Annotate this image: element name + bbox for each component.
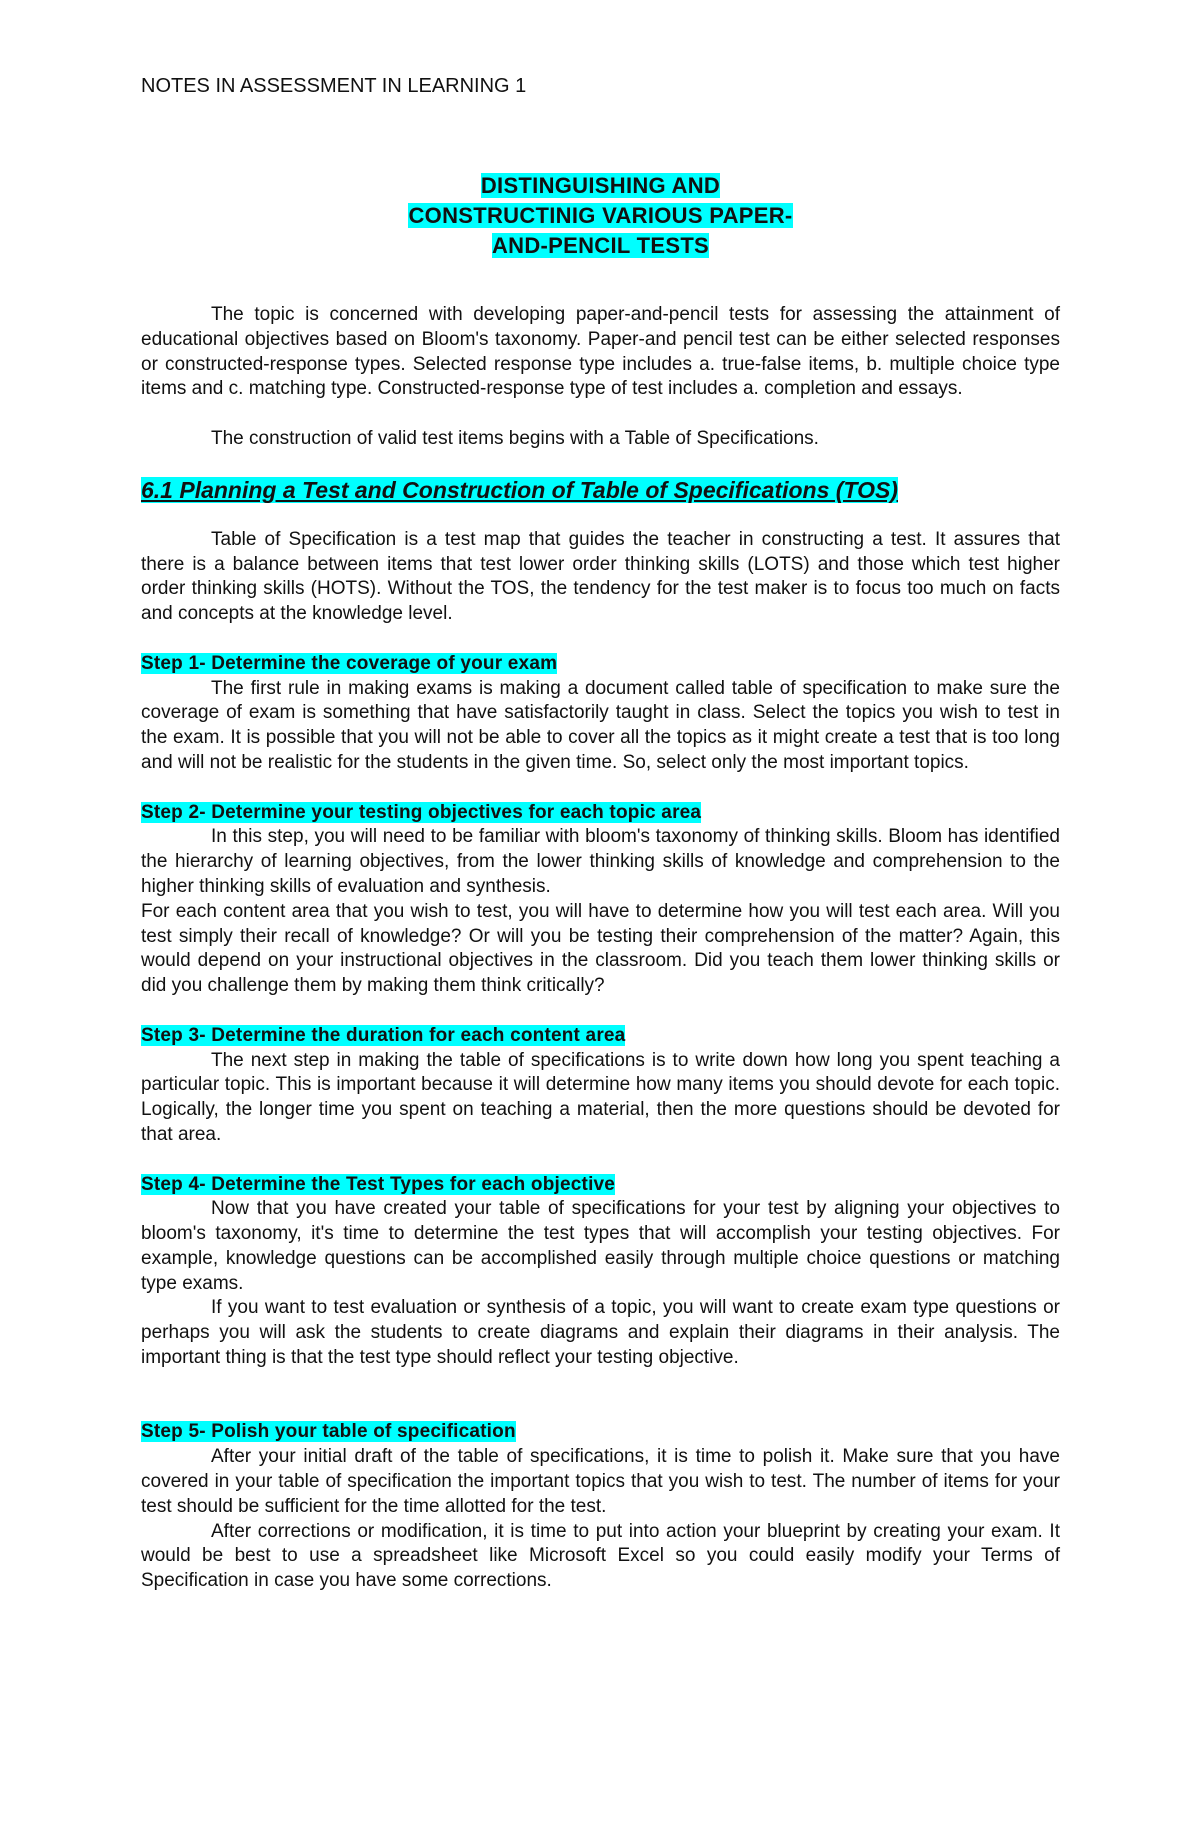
step-4-paragraph-1: Now that you have created your table of specifications for your test by aligning your objectives to bloom's taxonomy, it's time to determine the test types that will accomplish your testing objectives. For example, knowledge questions can be accomplished easily through multiple choice questions or matching type exams. (141, 1198, 1060, 1294)
intro-paragraph-2: The construction of valid test items begins with a Table of Specifications. (211, 427, 819, 449)
step-5-paragraph-2: After corrections or modification, it is time to put into action your blueprint by creating your exam. It would be best to use a spreadsheet like Microsoft Excel so you could easily modify your Terms of Specification in case you have some corrections. (141, 1520, 1060, 1592)
step-1-paragraph-1: The first rule in making exams is making a document called table of specification to make sure the coverage of exam is something that have satisfactorily taught in class. Select the topics you wish to test in the exam. It is possible that you will not be able to cover all the topics as it might create a test that is too long and will not be realistic for the students in the given time. So, select only the most important topics. (141, 677, 1060, 773)
title-line-2: CONSTRUCTINIG VARIOUS PAPER- (408, 203, 793, 228)
step-4-heading: Step 4- Determine the Test Types for each objective (141, 1173, 616, 1195)
title-line-1: DISTINGUISHING AND (480, 173, 721, 198)
step-2-heading: Step 2- Determine your testing objectives for each topic area (141, 801, 702, 823)
step-5-paragraph-1: After your initial draft of the table of specifications, it is time to polish it. Make sure that you have covered in your table of specification the important topics that you wish to test. The number of items for your test should be sufficient for the time allotted for the test. (141, 1446, 1060, 1517)
section-paragraph: Table of Specification is a test map that guides the teacher in constructing a test. It assures that there is a balance between items that test lower order thinking skills (LOTS) and those which test higher order thinking skills (HOTS). Without the TOS, the tendency for the test maker is to focus too much on facts and concepts at the knowledge level. (141, 528, 1060, 625)
step-2-paragraph-1: In this step, you will need to be familiar with bloom's taxonomy of thinking skills. Bloom has identified the hierarchy of learning objectives, from the lower thinking skills of knowledge and comprehension to the higher thinking skills of evaluation and synthesis. (141, 826, 1060, 897)
intro-paragraph-1: The topic is concerned with developing paper-and-pencil tests for assessing the attainment of educational objectives based on Bloom's taxonomy. Paper-and pencil test can be either selected responses or constructed-response types. Selected response type includes a. true-false items, b. multiple choice type items and c. matching type. Constructed-response type of test includes a. completion and essays. (141, 304, 1060, 400)
step-5-heading: Step 5- Polish your table of specification (141, 1421, 516, 1443)
title-line-3: AND-PENCIL TESTS (491, 233, 710, 258)
step-3-paragraph-1: The next step in making the table of specifications is to write down how long you spent teaching a particular topic. This is important because it will determine how many items you should devote for each topic. Logically, the longer time you spent on teaching a material, then the more questions should be devoted for that area. (141, 1049, 1060, 1145)
document-body (141, 303, 1060, 1594)
document-title (141, 171, 1060, 261)
running-header: NOTES IN ASSESSMENT IN LEARNING 1 (141, 75, 527, 97)
step-1-heading: Step 1- Determine the coverage of your exam (141, 652, 558, 674)
step-2-paragraph-2: For each content area that you wish to test, you will have to determine how you will test each area. Will you test simply their recall of knowledge? Or will you be testing their comprehension of the matter? Again, this would depend on your instructional objectives in the classroom. Did you teach them lower thinking skills or did you challenge them by making them think critically? (141, 900, 1060, 997)
step-4-paragraph-2: If you want to test evaluation or synthesis of a topic, you will want to create exam type questions or perhaps you will ask the students to create diagrams and explain their diagrams in their analysis. The important thing is that the test type should reflect your testing objective. (141, 1297, 1060, 1369)
section-heading: 6.1 Planning a Test and Construction of Table of Specifications (TOS) (141, 476, 898, 503)
step-3-heading: Step 3- Determine the duration for each content area (141, 1024, 626, 1046)
